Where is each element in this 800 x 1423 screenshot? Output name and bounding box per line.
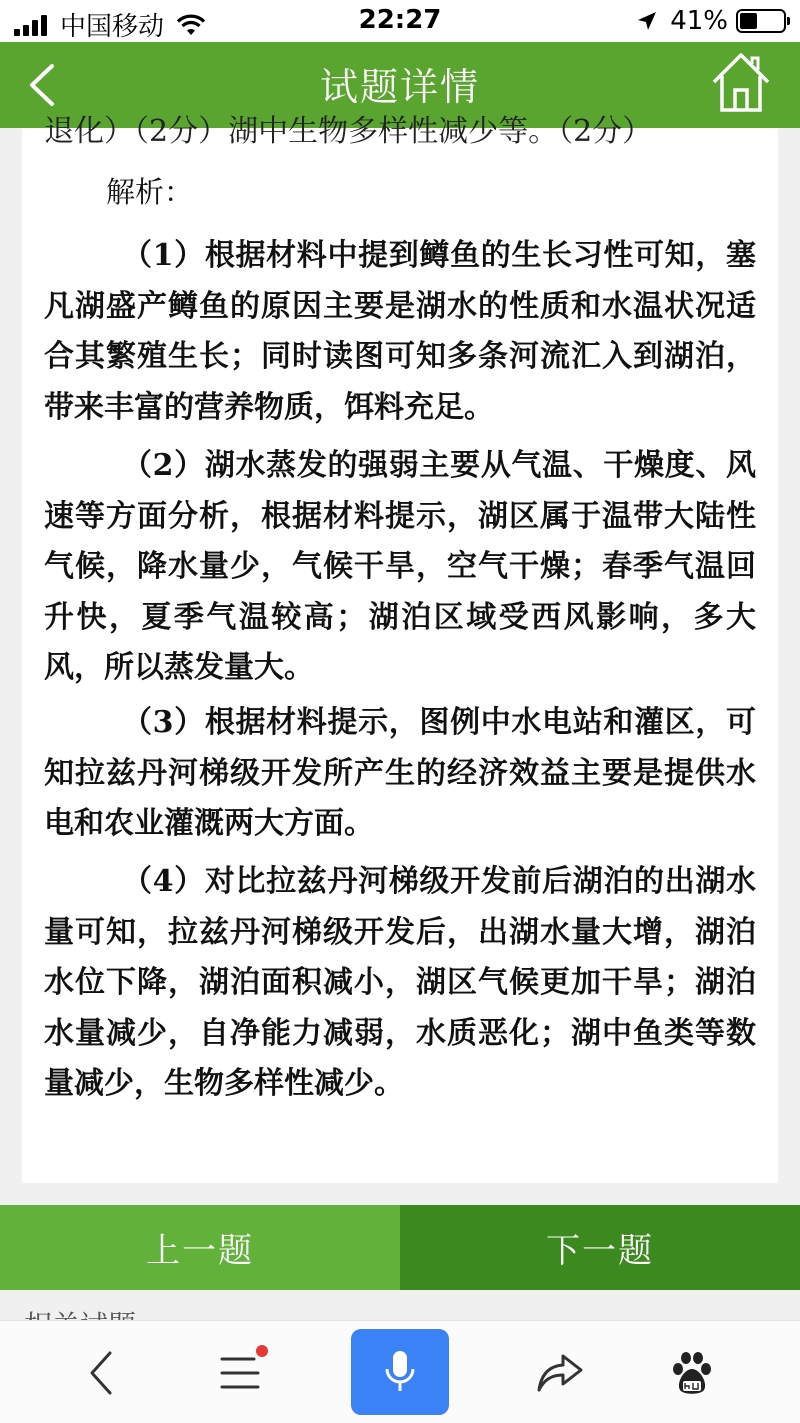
notification-dot — [256, 1345, 268, 1357]
browser-back-button[interactable] — [72, 1343, 132, 1403]
baidu-paw-icon — [668, 1349, 716, 1397]
truncated-answer-line: 退化）（2分）湖中生物多样性减少等。（2分） — [44, 114, 653, 149]
baidu-home-button[interactable] — [662, 1343, 722, 1403]
analysis-paragraph-4: （4）对比拉兹丹河梯级开发前后湖泊的出湖水量可知，拉兹丹河梯级开发后，出湖水量大增，湖泊水位下降，湖泊面积减小，湖区气候更加干旱；湖泊水量减少，自净能力减弱，水质恶化；湖中鱼类等数量减少，生物多样性减少。 — [44, 864, 756, 1101]
menu-button[interactable] — [210, 1343, 270, 1403]
question-navigation — [0, 1205, 800, 1290]
location-icon — [636, 10, 658, 32]
share-icon — [535, 1350, 585, 1396]
battery-fill — [740, 13, 757, 29]
back-icon — [82, 1348, 122, 1398]
analysis-paragraph-3: （3）根据材料提示，图例中水电站和灌区，可知拉兹丹河梯级开发所产生的经济效益主要是提供水电和农业灌溉两大方面。 — [44, 705, 756, 841]
question-detail-content — [22, 114, 778, 1183]
analysis-paragraph-1: （1）根据材料中提到鳟鱼的生长习性可知，塞凡湖盛产鳟鱼的原因主要是湖水的性质和水温状况适合其繁殖生长；同时读图可知多条河流汇入到湖泊，带来丰富的营养物质，饵料充足。 — [44, 238, 756, 425]
microphone-icon — [380, 1347, 420, 1397]
prev-question-button[interactable]: 上一题 — [0, 1205, 400, 1290]
carrier-name: 中国移动 — [60, 12, 165, 42]
page-title: 试题详情 — [319, 65, 480, 109]
battery-icon — [736, 9, 786, 33]
next-question-button[interactable]: 下一题 — [400, 1205, 800, 1290]
browser-toolbar — [0, 1320, 800, 1423]
analysis-label: 解析： — [106, 175, 194, 209]
status-time: 22:27 — [358, 5, 442, 35]
related-section-peek — [0, 1290, 800, 1320]
home-icon[interactable] — [710, 50, 772, 116]
share-button[interactable] — [530, 1343, 590, 1403]
menu-icon — [218, 1353, 262, 1393]
status-right — [636, 6, 786, 36]
status-bar — [0, 0, 800, 42]
voice-search-button[interactable] — [351, 1329, 449, 1415]
analysis-paragraph-2: （2）湖水蒸发的强弱主要从气温、干燥度、风速等方面分析，根据材料提示，湖区属于温带大陆性气候，降水量少，气候干旱，空气干燥；春季气温回升快，夏季气温较高；湖泊区域受西风影响，多大风，所以蒸发量大。 — [44, 448, 756, 685]
battery-percent: 41% — [670, 6, 728, 36]
